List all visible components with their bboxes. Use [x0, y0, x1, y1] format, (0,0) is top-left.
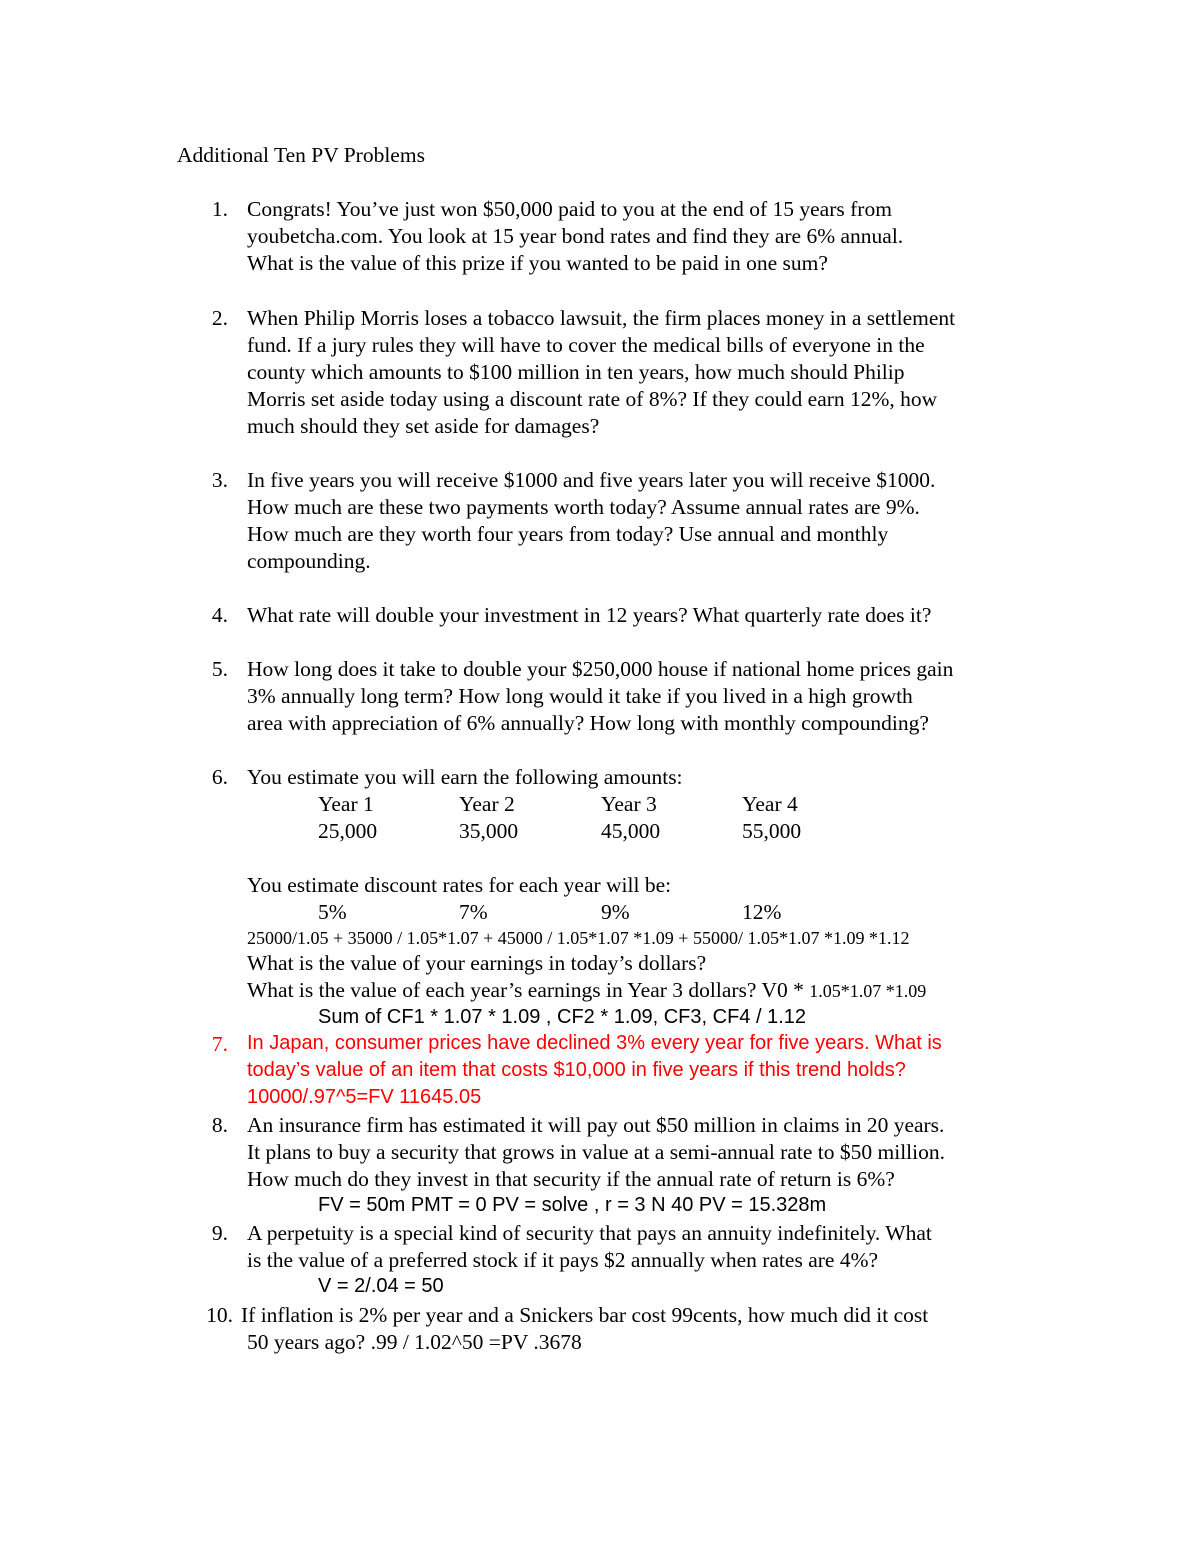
amount-value: 25,000 [318, 819, 378, 843]
problem-7-line: today’s value of an item that costs $10,000 in five years if this trend holds? [247, 1059, 906, 1081]
rate-value: 5% [318, 900, 347, 924]
year-label: Year 3 [601, 792, 657, 816]
problem-8-line: How much do they invest in that security if the annual rate of return is 6%? [247, 1167, 895, 1191]
problem-1-number: 1. [211, 197, 228, 221]
problem-2-number: 2. [211, 306, 228, 330]
problem-3-line: How much are these two payments worth today? Assume annual rates are 9%. [247, 495, 920, 519]
problem-5-line: How long does it take to double your $250,000 house if national home prices gain [247, 657, 954, 681]
problem-3-line: How much are they worth four years from today? Use annual and monthly [247, 522, 889, 546]
problem-1-line: Congrats! You’ve just won $50,000 paid to you at the end of 15 years from [247, 197, 892, 221]
problem-1-line: youbetcha.com. You look at 15 year bond rates and find they are 6% annual. [247, 224, 904, 248]
rates-intro: You estimate discount rates for each year will be: [247, 873, 672, 897]
problem-5-number: 5. [211, 657, 228, 681]
problem-2-line: Morris set aside today using a discount rate of 8%? If they could earn 12%, how [247, 387, 938, 411]
problem-7-line: In Japan, consumer prices have declined 3% every year for five years. What is [247, 1032, 942, 1054]
amount-value: 55,000 [742, 819, 802, 843]
problem-2-line: fund. If a jury rules they will have to cover the medical bills of everyone in the [247, 333, 925, 357]
problem-7-answer: 10000/.97^5=FV 11645.05 [247, 1086, 482, 1108]
compound-factor: 1.05*1.07 *1.09 [809, 981, 927, 1001]
problem-6-number: 6. [211, 765, 228, 789]
problem-3-line: In five years you will receive $1000 and five years later you will receive $1000. [247, 468, 936, 492]
year-label: Year 2 [459, 792, 515, 816]
rate-value: 9% [601, 900, 630, 924]
amount-value: 45,000 [601, 819, 661, 843]
problem-2-line: county which amounts to $100 million in ten years, how much should Philip [247, 360, 905, 384]
problem-8-number: 8. [211, 1113, 228, 1137]
problem-4-number: 4. [211, 603, 228, 627]
problem-9-line: A perpetuity is a special kind of security that pays an annuity indefinitely. What [247, 1221, 932, 1245]
problem-3-number: 3. [211, 468, 228, 492]
problem-7-number: 7. [211, 1032, 228, 1056]
problem-10-number: 10. [206, 1303, 233, 1327]
problem-9-line: is the value of a preferred stock if it pays $2 annually when rates are 4%? [247, 1248, 879, 1272]
rate-value: 7% [459, 900, 488, 924]
problem-9-answer: V = 2/.04 = 50 [318, 1275, 444, 1297]
sum-formula: Sum of CF1 * 1.07 * 1.09 , CF2 * 1.09, CF3, CF4 / 1.12 [318, 1006, 807, 1028]
problem-4-line: What rate will double your investment in 12 years? What quarterly rate does it? [247, 603, 932, 627]
page-title: Additional Ten PV Problems [177, 143, 425, 167]
question-today-value: What is the value of your earnings in today’s dollars? [247, 951, 707, 975]
problem-2-line: much should they set aside for damages? [247, 414, 600, 438]
problem-2-line: When Philip Morris loses a tobacco lawsuit, the firm places money in a settlement [247, 306, 956, 330]
problem-5-line: area with appreciation of 6% annually? How long with monthly compounding? [247, 711, 929, 735]
year-label: Year 4 [742, 792, 798, 816]
problem-3-line: compounding. [247, 549, 371, 573]
problem-5-line: 3% annually long term? How long would it take if you lived in a high growth [247, 684, 913, 708]
rate-value: 12% [742, 900, 782, 924]
problem-8-line: An insurance firm has estimated it will pay out $50 million in claims in 20 years. [247, 1113, 945, 1137]
problem-8-line: It plans to buy a security that grows in value at a semi-annual rate to $50 million. [247, 1140, 945, 1164]
year-label: Year 1 [318, 792, 374, 816]
problem-1-line: What is the value of this prize if you wanted to be paid in one sum? [247, 251, 828, 275]
problem-9-number: 9. [211, 1221, 228, 1245]
problem-6-intro: You estimate you will earn the following amounts: [247, 765, 683, 789]
pv-formula: 25000/1.05 + 35000 / 1.05*1.07 + 45000 / 1.05*1.07 *1.09 + 55000/ 1.05*1.07 *1.09 *1.12 [247, 928, 910, 948]
amount-value: 35,000 [459, 819, 519, 843]
problem-10-line: If inflation is 2% per year and a Snickers bar cost 99cents, how much did it cost [241, 1303, 929, 1327]
question-year3-value: What is the value of each year’s earnings in Year 3 dollars? V0 * 1.05*1.07 *1.09 [247, 978, 927, 1002]
problem-10-line: 50 years ago? .99 / 1.02^50 =PV .3678 [247, 1330, 582, 1354]
problem-8-answer: FV = 50m PMT = 0 PV = solve , r = 3 N 40 PV = 15.328m [318, 1194, 827, 1216]
